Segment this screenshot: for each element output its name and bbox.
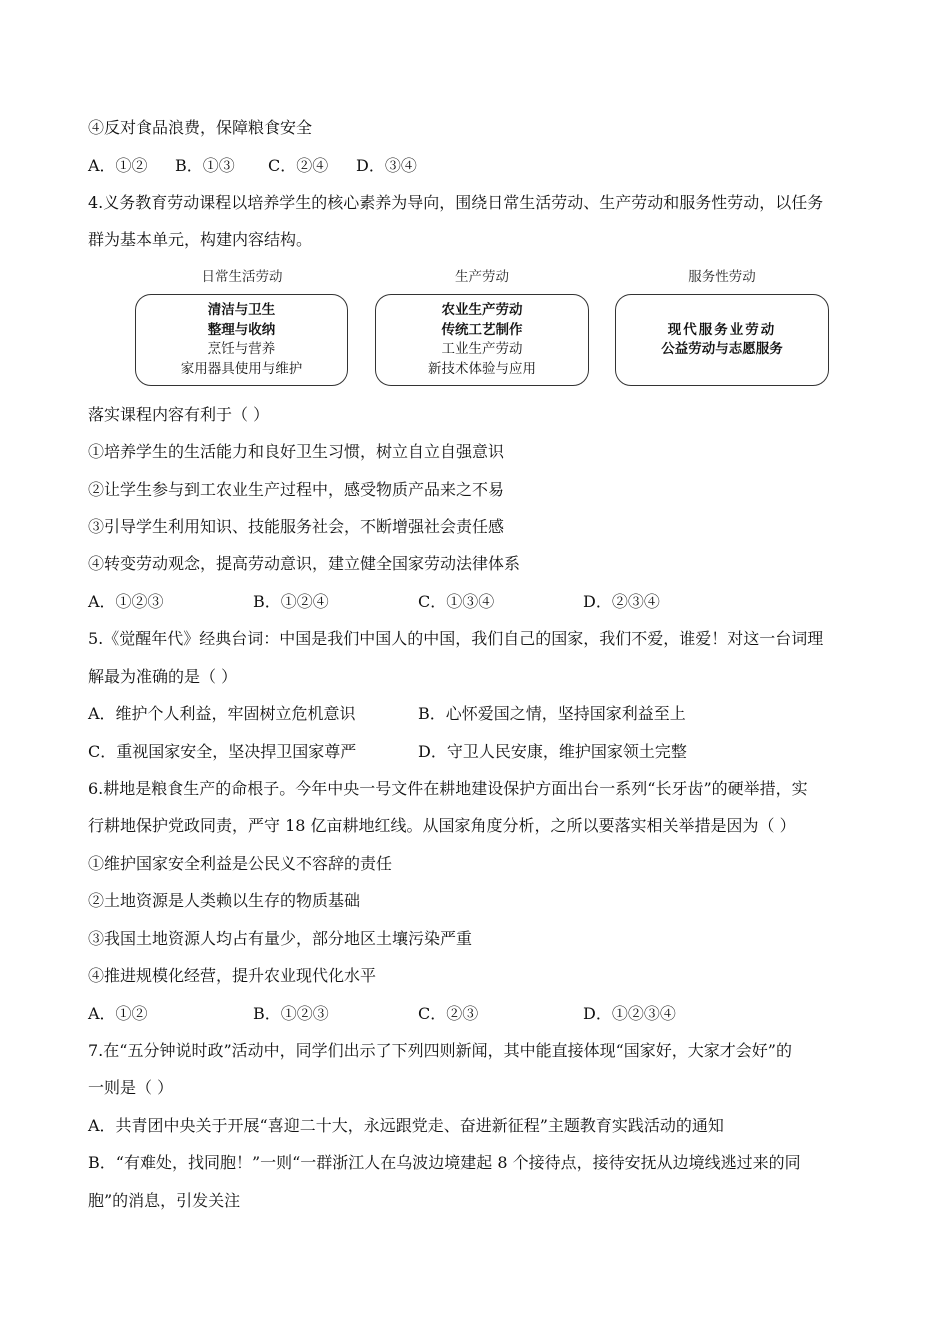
- q5-stem-line-1: 5.《觉醒年代》经典台词：中国是我们中国人的中国，我们自己的国家，我们不爱，谁爱！对这一台词理: [88, 629, 824, 648]
- diagram-item: 农业生产劳动: [441, 302, 523, 318]
- q6-option-1: ①维护国家安全利益是公民义不容辞的责任: [88, 854, 393, 873]
- q5-choice-c: C．重视国家安全，坚决捍卫国家尊严: [88, 742, 357, 761]
- diagram-box-production: [375, 294, 589, 386]
- q3-choice-c: C．②④: [268, 156, 329, 175]
- q6-choice-b: B．①②③: [253, 1004, 329, 1023]
- q3-choice-a: A．①②: [88, 156, 148, 175]
- q3-option-4: ④反对食品浪费，保障粮食安全: [88, 118, 313, 137]
- q4-option-1: ①培养学生的生活能力和良好卫生习惯，树立自立自强意识: [88, 442, 505, 461]
- q4-stem-line-3: 落实课程内容有利于（ ）: [88, 405, 270, 424]
- diagram-item: 整理与收纳: [207, 321, 276, 338]
- diagram-item: 公益劳动与志愿服务: [661, 341, 783, 357]
- q7-stem-line-1: 7.在“五分钟说时政”活动中，同学们出示了下列四则新闻，其中能直接体现“国家好，大家才会好”的: [88, 1041, 792, 1060]
- diagram-item: 现代服务业劳动: [667, 321, 777, 338]
- q4-option-4: ④转变劳动观念，提高劳动意识，建立健全国家劳动法律体系: [88, 554, 521, 573]
- q4-choice-c: C．①③④: [418, 592, 495, 611]
- diagram-item: 家用器具使用与维护: [180, 360, 303, 377]
- q5-choice-b: B．心怀爱国之情，坚持国家利益至上: [418, 704, 686, 723]
- q6-stem-line-2: 行耕地保护党政同责，严守 18 亿亩耕地红线。从国家角度分析，之所以要落实相关举措是因为（ ）: [88, 816, 796, 835]
- q6-option-3: ③我国土地资源人均占有量少，部分地区土壤污染严重: [88, 929, 473, 948]
- diagram-title-production: 生产劳动: [455, 269, 509, 285]
- q3-choice-d: D．③④: [356, 156, 417, 175]
- q7-choice-b-line-2: 胞”的消息，引发关注: [88, 1191, 241, 1210]
- q4-option-3: ③引导学生利用知识、技能服务社会，不断增强社会责任感: [88, 517, 505, 536]
- diagram-box-daily-life: [135, 294, 348, 386]
- q5-choice-d: D．守卫人民安康，维护国家领土完整: [418, 742, 687, 761]
- q4-choice-d: D．②③④: [583, 592, 660, 611]
- q6-choice-c: C．②③: [418, 1004, 479, 1023]
- diagram-title-service: 服务性劳动: [688, 269, 756, 285]
- q5-choice-a: A．维护个人利益，牢固树立危机意识: [88, 704, 356, 723]
- diagram-item: 烹饪与营养: [207, 341, 276, 357]
- q4-choice-a: A．①②③: [88, 592, 164, 611]
- q6-choice-a: A．①②: [88, 1004, 148, 1023]
- q7-stem-line-2: 一则是（ ）: [88, 1078, 174, 1097]
- q4-option-2: ②让学生参与到工农业生产过程中，感受物质产品来之不易: [88, 480, 505, 499]
- q7-choice-b-line-1: B．“有难处，找同胞！”一则“一群浙江人在乌波边境建起 8 个接待点，接待安抚从边境线逃过来的同: [88, 1153, 801, 1172]
- diagram-item: 工业生产劳动: [441, 341, 523, 357]
- diagram-box-service: [615, 294, 829, 386]
- q6-option-2: ②土地资源是人类赖以生存的物质基础: [88, 891, 361, 910]
- q7-choice-a: A．共青团中央关于开展“喜迎二十大，永远跟党走、奋进新征程”主题教育实践活动的通知: [88, 1116, 724, 1135]
- q6-option-4: ④推进规模化经营，提升农业现代化水平: [88, 966, 377, 985]
- q4-stem-line-1: 4.义务教育劳动课程以培养学生的核心素养为导向，围绕日常生活劳动、生产劳动和服务性劳动，以任务: [88, 193, 824, 212]
- q6-stem-line-1: 6.耕地是粮食生产的命根子。今年中央一号文件在耕地建设保护方面出台一系列“长牙齿”的硬举措，实: [88, 779, 808, 798]
- q4-stem-line-2: 群为基本单元，构建内容结构。: [88, 230, 313, 249]
- diagram-title-daily-life: 日常生活劳动: [201, 269, 283, 285]
- q3-choice-b: B．①③: [175, 156, 235, 175]
- diagram-item: 清洁与卫生: [207, 302, 276, 318]
- diagram-item: 新技术体验与应用: [428, 360, 536, 377]
- q4-choice-b: B．①②④: [253, 592, 329, 611]
- diagram-item: 传统工艺制作: [441, 321, 523, 338]
- q6-choice-d: D．①②③④: [583, 1004, 676, 1023]
- q5-stem-line-2: 解最为准确的是（ ）: [88, 667, 238, 686]
